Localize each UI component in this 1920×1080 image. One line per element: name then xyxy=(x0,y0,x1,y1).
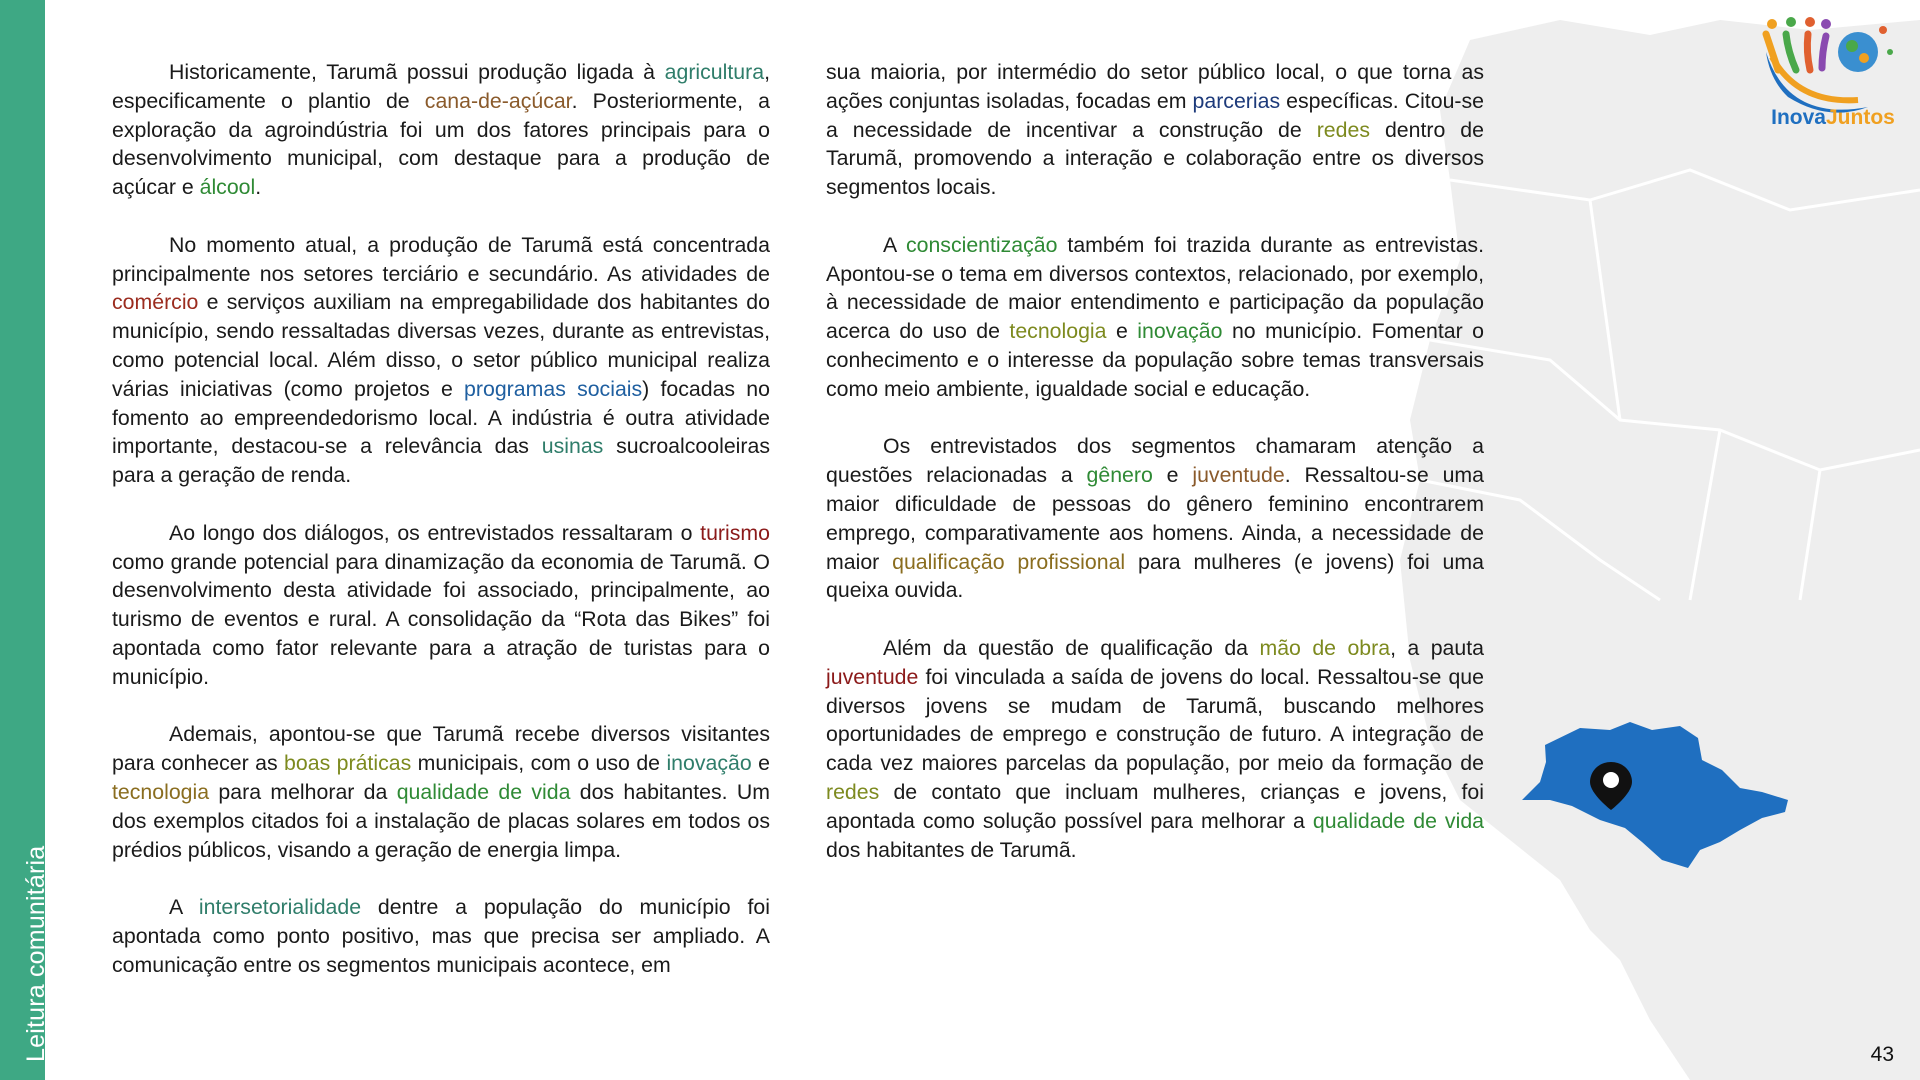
text-run: e serviços auxiliam na empregabilidade dos habitantes do município, sendo ressaltadas diversas vezes, durante as entrevistas, como potencial local. Além disso, o setor público municipal realiza várias iniciativas (como projetos e xyxy=(112,290,770,401)
sidebar-strip xyxy=(0,0,50,1080)
text-run: dos habitantes de Tarumã. xyxy=(826,837,1077,862)
paragraph xyxy=(112,893,770,979)
keyword: álcool xyxy=(199,175,256,200)
text-run: Os entrevistados dos segmentos chamaram atenção a questões relacionadas a xyxy=(826,434,1484,488)
text-run: ) focadas no fomento ao empreendedorismo local. A indústria é outra atividade importante, destacou-se a relevância das xyxy=(112,376,770,459)
text-run: , a pauta xyxy=(1390,635,1485,660)
text-run: Ademais, apontou-se que Tarumã recebe diversos visitantes para conhecer as xyxy=(112,722,770,776)
logo-text-inova: Inova xyxy=(1771,106,1826,129)
keyword: intersetorialidade xyxy=(198,895,362,920)
text-run: dentro de Tarumã, promovendo a interação e colaboração entre os diversos segmentos locais. xyxy=(826,117,1484,200)
keyword: juventude xyxy=(826,664,919,689)
paragraph xyxy=(826,634,1484,864)
text-column-left xyxy=(112,58,770,1008)
keyword: parcerias xyxy=(1192,88,1281,113)
text-run: , especificamente o plantio de xyxy=(112,60,770,113)
text-run: dentre a população do município foi apontada como ponto positivo, mas que precisa ser ampliado. A comunicação entre os segmentos municipais acontece, em xyxy=(112,895,770,977)
keyword: comércio xyxy=(112,290,199,315)
text-run: para mulheres (e jovens) foi uma queixa ouvida. xyxy=(826,549,1484,603)
text-run: sua maioria, por intermédio do setor público local, o que torna as ações conjuntas isoladas, focadas em xyxy=(826,60,1484,113)
text-run: e xyxy=(1106,319,1138,344)
text-run: A xyxy=(169,895,199,920)
text-run: também foi trazida durante as entrevistas. Apontou-se o tema em diversos contextos, relacionado, por exemplo, à necessidade de maior entendimento e participação da população acerca do uso de xyxy=(826,232,1484,344)
keyword: programas sociais xyxy=(464,376,643,401)
keyword: inovação xyxy=(1137,319,1223,344)
paragraph xyxy=(826,58,1484,202)
paragraph xyxy=(826,432,1484,605)
text-run: No momento atual, a produção de Tarumã está concentrada principalmente nos setores terciário e secundário. As atividades de xyxy=(112,232,770,286)
text-run: e xyxy=(751,751,770,776)
keyword: cana-de-açúcar xyxy=(424,88,572,113)
text-run: Ao longo dos diálogos, os entrevistados ressaltaram o xyxy=(169,520,701,545)
text-run: . Ressaltou-se uma maior dificuldade de pessoas do gênero feminino encontrarem emprego, comparativamente aos homens. Ainda, a necessidade de maior xyxy=(826,463,1484,574)
text-run: e xyxy=(1152,463,1193,488)
keyword: juventude xyxy=(1192,463,1285,488)
keyword: redes xyxy=(1316,117,1370,142)
keyword: turismo xyxy=(700,520,770,545)
paragraph xyxy=(112,58,770,202)
keyword: qualidade de vida xyxy=(1312,808,1485,833)
paragraph xyxy=(112,720,770,864)
text-run: no município. Fomentar o conhecimento e o interesse da população sobre temas transversais como meio ambiente, igualdade social e educação. xyxy=(826,319,1484,401)
keyword: redes xyxy=(826,779,880,804)
keyword: usinas xyxy=(541,434,604,459)
text-run: como grande potencial para dinamização da economia de Tarumã. O desenvolvimento desta atividade foi associado, principalmente, ao turismo de eventos e rural. A consolidação da “Rota das Bikes” foi apontada como fator relevante para a atração de turistas para o município. xyxy=(112,549,770,689)
keyword: conscientização xyxy=(905,232,1058,257)
keyword: qualidade de vida xyxy=(396,779,571,804)
keyword: boas práticas xyxy=(284,751,412,776)
keyword: gênero xyxy=(1086,463,1153,488)
keyword: agricultura xyxy=(664,60,765,84)
text-run: dos habitantes. Um dos exemplos citados foi a instalação de placas solares em todos os prédios públicos, visando a geração de energia limpa. xyxy=(112,779,771,862)
sidebar-section-label: Leitura comunitária xyxy=(22,845,50,1062)
keyword: tecnologia xyxy=(112,779,210,804)
text-run: para melhorar da xyxy=(209,779,397,804)
text-run: de contato que incluam mulheres, crianças e jovens, foi apontada como solução possível para melhorar a xyxy=(826,779,1484,833)
text-run: Historicamente, Tarumã possui produção ligada à xyxy=(169,60,665,84)
keyword: qualificação profissional xyxy=(892,549,1126,574)
text-run: . xyxy=(255,175,262,200)
keyword: mão de obra xyxy=(1259,635,1391,660)
text-run: municipais, com o uso de xyxy=(411,751,667,776)
page-number: 43 xyxy=(1870,1043,1894,1066)
text-run: Além da questão de qualificação da xyxy=(883,635,1260,660)
text-run: A xyxy=(883,232,906,257)
logo-wordmark xyxy=(1758,106,1908,130)
logo-text-juntos: Juntos xyxy=(1826,106,1895,129)
paragraph xyxy=(826,231,1484,404)
text-run: sucroalcooleiras para a geração de renda. xyxy=(112,434,770,488)
keyword: tecnologia xyxy=(1009,319,1107,344)
text-column-right xyxy=(826,58,1484,893)
text-run: . Posteriormente, a exploração da agroindústria foi um dos fatores principais para o desenvolvimento municipal, com destaque para a produção de açúcar e xyxy=(112,88,770,200)
text-run: foi vinculada a saída de jovens do local. Ressaltou-se que diversos jovens se mudam de Tarumã, buscando melhores oportunidades de emprego e construção de futuro. A integração de cada vez maiores parcelas da população, por meio da formação de xyxy=(826,664,1484,776)
paragraph xyxy=(112,519,770,692)
paragraph xyxy=(112,231,770,490)
keyword: inovação xyxy=(666,751,752,776)
text-run: específicas. Citou-se a necessidade de incentivar a construção de xyxy=(826,88,1484,142)
